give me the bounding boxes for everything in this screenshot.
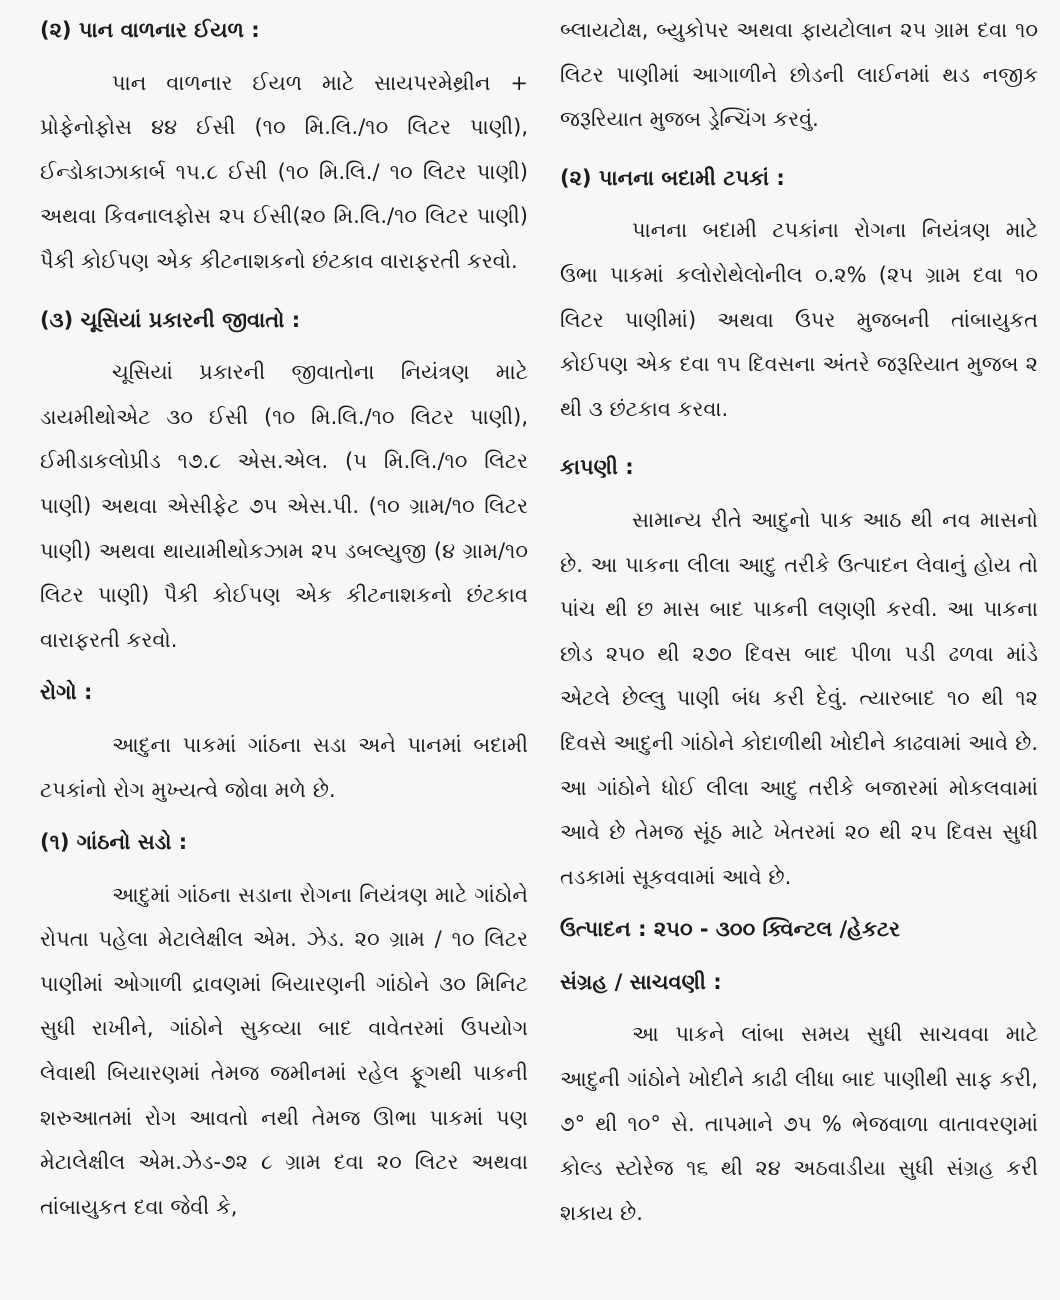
harvest-paragraph: સામાન્ય રીતે આદુનો પાક આઠ થી નવ માસનો છે. આ પાકના લીલા આદુ તરીકે ઉત્પાદન લેવાનું હોય તો પાંચ થી છ માસ બાદ પાકની લણણી કરવી. આ પાકના છોડ ૨૫૦ થી ૨૭૦ દિવસ બાદ પીળા પડી ઢળવા માંડે એટલે છેલ્લુ પાણી બંધ કરી દેવું. ત્યારબાદ ૧૦ થી ૧૨ દિવસે આદુની ગાંઠોને કોદાળીથી ખોદીને કાઢવામાં આવે છે. આ ગાંઠોને ધોઈ લીલા આદુ તરીકે બજારમાં મોકલવામાં આવે છે તેમજ સૂંઠ માટે ખેતરમાં ૨૦ થી ૨૫ દિવસ સુધી તડકામાં સૂકવવામાં આવે છે.: [560, 507, 1038, 889]
leaf-roller-heading: (૨) પાન વાળનાર ઈયળ :: [40, 18, 260, 42]
leaf-spot-heading: (૨) પાનના બદામી ટપકાં :: [560, 165, 785, 190]
harvest-heading: કાપણી :: [560, 455, 634, 480]
spacer: [560, 142, 1038, 156]
spacer: [40, 662, 528, 670]
sucking-pests-paragraph: ચૂસિયાં પ્રકારની જીવાતોના નિયંત્રણ માટે ડાયમીથોએટ ૩૦ ઈસી (૧૦ મિ.લિ./૧૦ લિટર પાણી), ઈમીડાકલોપ્રીડ ૧૭.૮ એસ.એલ. (૫ મિ.લિ./૧૦ લિટર પાણી) અથવા એસીફેટ ૭૫ એસ.પી. (૧૦ ગ્રામ/૧૦ લિટર પાણી) અથવા થાયામીથોકઝામ ૨૫ ડબલ્યુજી (૪ ગ્રામ/૧૦ લિટર પાણી) પૈકી કોઈપણ એક કીટનાશકનો છંટકાવ વારાફરતી કરવો.: [40, 360, 528, 652]
diseases-paragraph: આદુના પાકમાં ગાંઠના સડા અને પાનમાં બદામી ટપકાંનો રોગ મુખ્યત્વે જોવા મળે છે.: [40, 732, 528, 802]
right-column: [560, 8, 1038, 1300]
rhizome-rot-paragraph: આદુમાં ગાંઠના સડાના રોગના નિયંત્રણ માટે ગાંઠોને રોપતા પહેલા મેટાલેક્ષીલ એમ. ઝેડ. ૨૦ ગ્રામ / ૧૦ લિટર પાણીમાં ઓગાળી દ્રાવણમાં બિયારણની ગાંઠોને ૩૦ મિનિટ સુધી રાખીને, ગાંઠોને સુકવ્યા બાદ વાવેતરમાં ઉપયોગ લેવાથી બિયારણમાં તેમજ જમીનમાં રહેલ ફૂગથી પાકની શરુઆતમાં રોગ આવતો નથી તેમજ ઊભા પાકમાં પણ મેટાલેક્ષીલ એમ.ઝેડ-૭૨ ૮ ગ્રામ દવા ૨૦ લિટર અથવા તાંબાયુકત દવા જેવી કે,: [40, 882, 528, 1219]
spacer: [40, 53, 528, 61]
spacer: [560, 1004, 1038, 1012]
sucking-pests-heading: (૩) ચૂસિયાં પ્રકારની જીવાતો :: [40, 307, 301, 332]
left-column: [40, 8, 528, 1300]
storage-heading: સંગ્રહ / સાચવણી :: [560, 969, 722, 994]
leaf-spot-paragraph: પાનના બદામી ટપકાંના રોગના નિયંત્રણ માટે ઉભા પાકમાં કલોરોથેલોનીલ ૦.૨% (૨૫ ગ્રામ દવા ૧૦ લિટર પાણીમાં) અથવા ઉપર મુજબની તાંબાયુકત કોઈપણ એક દવા ૧૫ દિવસના અંતરે જરૂરિયાત મુજબ ૨ થી ૩ છંટકાવ કરવા.: [560, 218, 1038, 421]
spacer: [40, 865, 528, 873]
spacer: [560, 952, 1038, 960]
spacer: [560, 899, 1038, 907]
spacer: [40, 715, 528, 723]
rhizome-rot-continued-paragraph: બ્લાયટોક્ષ, બ્યુકોપર અથવા ફાયટોલાન ૨૫ ગ્રામ દવા ૧૦ લિટર પાણીમાં આગાળીને છોડની લાઈનમાં થડ નજીક જરૂરિયાત મુજબ ડ્રેન્ચિંગ કરવું.: [560, 18, 1038, 132]
leaf-roller-paragraph: પાન વાળનાર ઈયળ માટે સાયપરમેથ્રીન + પ્રોફેનોફોસ ૪૪ ઈસી (૧૦ મિ.લિ./૧૦ લિટર પાણી), ઈન્ડોકાઝાકાર્બ ૧૫.૮ ઈસી (૧૦ મિ.લિ./ ૧૦ લિટર પાણી) અથવા કિવનાલફોસ ૨૫ ઈસી(૨૦ મિ.લિ./૧૦ લિટર પાણી) પૈકી કોઈપણ એક કીટનાશકનો છંટકાવ વારાફરતી કરવો.: [40, 70, 528, 273]
spacer: [40, 812, 528, 820]
storage-paragraph: આ પાકને લાંબા સમય સુધી સાચવવા માટે આદુની ગાંઠોને ખોદીને કાઢી લીધા બાદ પાણીથી સાફ કરી, ૭° થી ૧૦° સે. તાપમાને ૭૫ % ભેજવાળા વાતાવરણમાં કોલ્ડ સ્ટોરેજ ૧૬ થી ૨૪ અઠવાડીયા સુધી સંગ્રહ કરી શકાય છે.: [560, 1022, 1038, 1225]
spacer: [560, 200, 1038, 208]
spacer: [560, 490, 1038, 498]
spacer: [40, 342, 528, 350]
spacer: [560, 431, 1038, 445]
diseases-heading: રોગો :: [40, 680, 93, 705]
yield-line: ઉત્પાદન : ૨૫૦ - ૩૦૦ ક્વિન્ટલ /હેકટર: [560, 917, 901, 942]
spacer: [40, 284, 528, 298]
rhizome-rot-heading: (૧) ગાંઠનો સડો :: [40, 830, 188, 855]
